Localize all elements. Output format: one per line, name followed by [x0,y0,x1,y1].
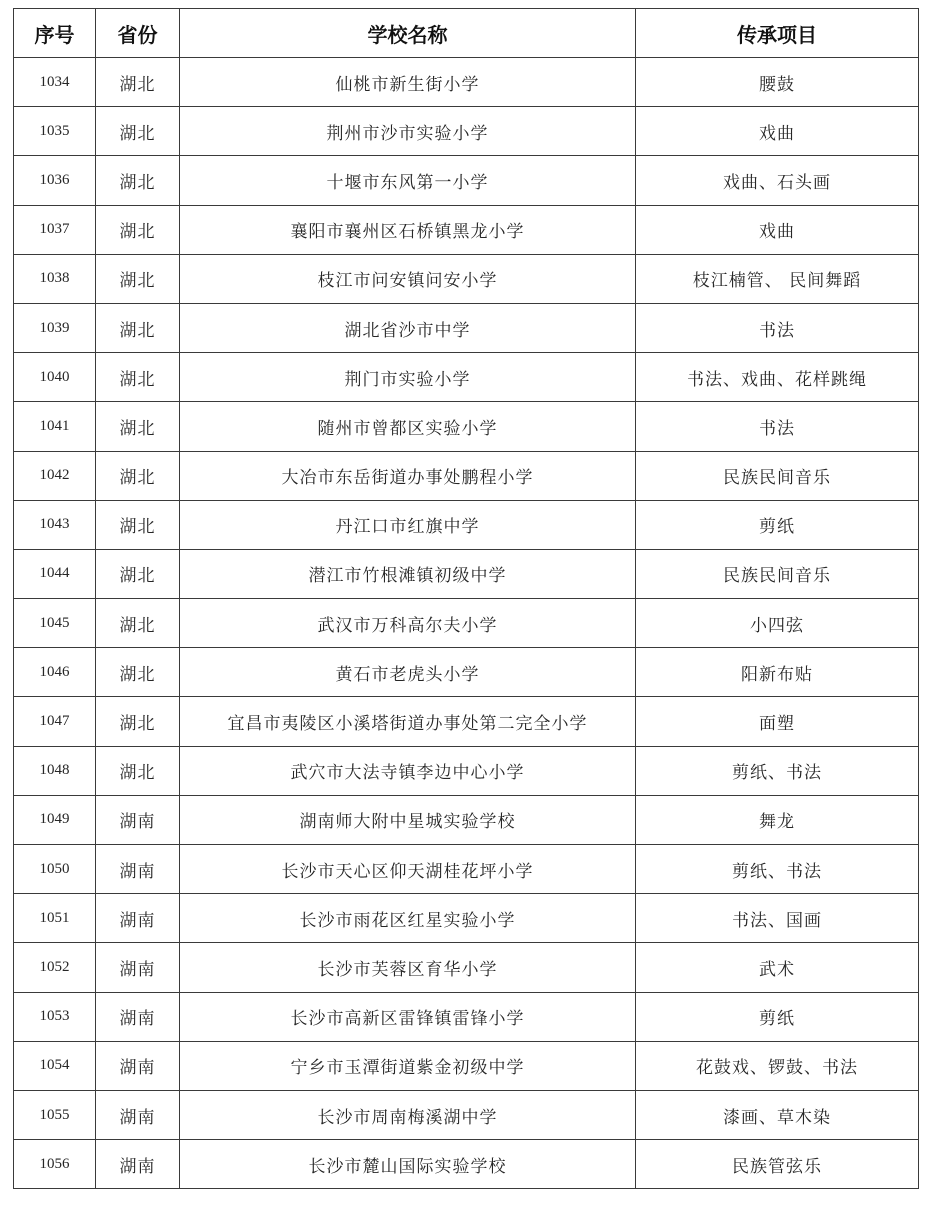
serial-number-cell: 1034 [14,58,96,107]
serial-number-cell: 1042 [14,451,96,500]
school-name-cell: 丹江口市红旗中学 [180,500,636,549]
school-name-cell: 长沙市雨花区红星实验小学 [180,894,636,943]
province-cell: 湖北 [96,107,180,156]
heritage-project-cell: 剪纸、书法 [636,845,919,894]
serial-number-cell: 1035 [14,107,96,156]
header-heritage-project: 传承项目 [636,9,919,58]
serial-number-cell: 1051 [14,894,96,943]
school-name-cell: 长沙市麓山国际实验学校 [180,1140,636,1189]
table-body [14,58,919,1189]
school-name-cell: 宜昌市夷陵区小溪塔街道办事处第二完全小学 [180,697,636,746]
school-name-cell: 大冶市东岳街道办事处鹏程小学 [180,451,636,500]
table-row [14,1140,919,1189]
heritage-project-cell: 面塑 [636,697,919,746]
heritage-project-cell: 民族民间音乐 [636,549,919,598]
heritage-project-cell: 漆画、草木染 [636,1090,919,1139]
serial-number-cell: 1047 [14,697,96,746]
table-row [14,697,919,746]
heritage-project-cell: 枝江楠管、 民间舞蹈 [636,254,919,303]
province-cell: 湖北 [96,205,180,254]
heritage-project-cell: 戏曲 [636,205,919,254]
school-name-cell: 潜江市竹根滩镇初级中学 [180,549,636,598]
table-row [14,943,919,992]
province-cell: 湖北 [96,599,180,648]
table-row [14,451,919,500]
school-name-cell: 荆门市实验小学 [180,353,636,402]
table-row [14,500,919,549]
table-row [14,746,919,795]
serial-number-cell: 1045 [14,599,96,648]
serial-number-cell: 1040 [14,353,96,402]
serial-number-cell: 1055 [14,1090,96,1139]
heritage-project-cell: 武术 [636,943,919,992]
heritage-project-cell: 书法 [636,303,919,352]
school-name-cell: 湖北省沙市中学 [180,303,636,352]
serial-number-cell: 1054 [14,1041,96,1090]
school-name-cell: 长沙市天心区仰天湖桂花坪小学 [180,845,636,894]
table-row [14,107,919,156]
table-row [14,795,919,844]
header-serial-number: 序号 [14,9,96,58]
table-row [14,549,919,598]
heritage-project-cell: 民族管弦乐 [636,1140,919,1189]
table-row [14,648,919,697]
serial-number-cell: 1046 [14,648,96,697]
province-cell: 湖北 [96,353,180,402]
serial-number-cell: 1049 [14,795,96,844]
province-cell: 湖南 [96,992,180,1041]
heritage-project-cell: 戏曲 [636,107,919,156]
school-name-cell: 枝江市问安镇问安小学 [180,254,636,303]
province-cell: 湖南 [96,1090,180,1139]
province-cell: 湖南 [96,1140,180,1189]
heritage-project-cell: 书法、国画 [636,894,919,943]
heritage-project-cell: 书法 [636,402,919,451]
school-name-cell: 湖南师大附中星城实验学校 [180,795,636,844]
province-cell: 湖北 [96,451,180,500]
heritage-project-cell: 小四弦 [636,599,919,648]
school-name-cell: 武汉市万科高尔夫小学 [180,599,636,648]
school-name-cell: 长沙市高新区雷锋镇雷锋小学 [180,992,636,1041]
table-row [14,599,919,648]
school-name-cell: 荆州市沙市实验小学 [180,107,636,156]
school-roster-table [13,8,919,1189]
serial-number-cell: 1050 [14,845,96,894]
province-cell: 湖北 [96,254,180,303]
school-name-cell: 襄阳市襄州区石桥镇黑龙小学 [180,205,636,254]
heritage-project-cell: 民族民间音乐 [636,451,919,500]
table-row [14,58,919,107]
table-row [14,205,919,254]
heritage-project-cell: 舞龙 [636,795,919,844]
province-cell: 湖北 [96,303,180,352]
heritage-project-cell: 阳新布贴 [636,648,919,697]
province-cell: 湖南 [96,894,180,943]
heritage-project-cell: 剪纸 [636,500,919,549]
table-row [14,894,919,943]
school-name-cell: 长沙市周南梅溪湖中学 [180,1090,636,1139]
province-cell: 湖北 [96,402,180,451]
table-row [14,1041,919,1090]
serial-number-cell: 1041 [14,402,96,451]
serial-number-cell: 1043 [14,500,96,549]
province-cell: 湖北 [96,58,180,107]
school-name-cell: 黄石市老虎头小学 [180,648,636,697]
heritage-project-cell: 花鼓戏、锣鼓、书法 [636,1041,919,1090]
table-row [14,156,919,205]
serial-number-cell: 1038 [14,254,96,303]
heritage-project-cell: 书法、戏曲、花样跳绳 [636,353,919,402]
school-name-cell: 长沙市芙蓉区育华小学 [180,943,636,992]
school-name-cell: 仙桃市新生街小学 [180,58,636,107]
table-row [14,992,919,1041]
province-cell: 湖北 [96,156,180,205]
table-row [14,1090,919,1139]
school-name-cell: 武穴市大法寺镇李边中心小学 [180,746,636,795]
serial-number-cell: 1044 [14,549,96,598]
header-row [14,9,919,58]
heritage-project-cell: 剪纸、书法 [636,746,919,795]
table-row [14,254,919,303]
serial-number-cell: 1053 [14,992,96,1041]
province-cell: 湖南 [96,795,180,844]
table-row [14,303,919,352]
school-name-cell: 随州市曾都区实验小学 [180,402,636,451]
province-cell: 湖北 [96,500,180,549]
province-cell: 湖南 [96,1041,180,1090]
header-school-name: 学校名称 [180,9,636,58]
serial-number-cell: 1052 [14,943,96,992]
province-cell: 湖南 [96,845,180,894]
province-cell: 湖北 [96,549,180,598]
table-row [14,402,919,451]
serial-number-cell: 1037 [14,205,96,254]
table-header [14,9,919,58]
school-name-cell: 十堰市东风第一小学 [180,156,636,205]
heritage-project-cell: 剪纸 [636,992,919,1041]
table-row [14,845,919,894]
province-cell: 湖南 [96,943,180,992]
school-name-cell: 宁乡市玉潭街道紫金初级中学 [180,1041,636,1090]
province-cell: 湖北 [96,648,180,697]
serial-number-cell: 1039 [14,303,96,352]
serial-number-cell: 1056 [14,1140,96,1189]
table-row [14,353,919,402]
header-province: 省份 [96,9,180,58]
heritage-project-cell: 戏曲、石头画 [636,156,919,205]
serial-number-cell: 1048 [14,746,96,795]
province-cell: 湖北 [96,697,180,746]
serial-number-cell: 1036 [14,156,96,205]
heritage-project-cell: 腰鼓 [636,58,919,107]
province-cell: 湖北 [96,746,180,795]
